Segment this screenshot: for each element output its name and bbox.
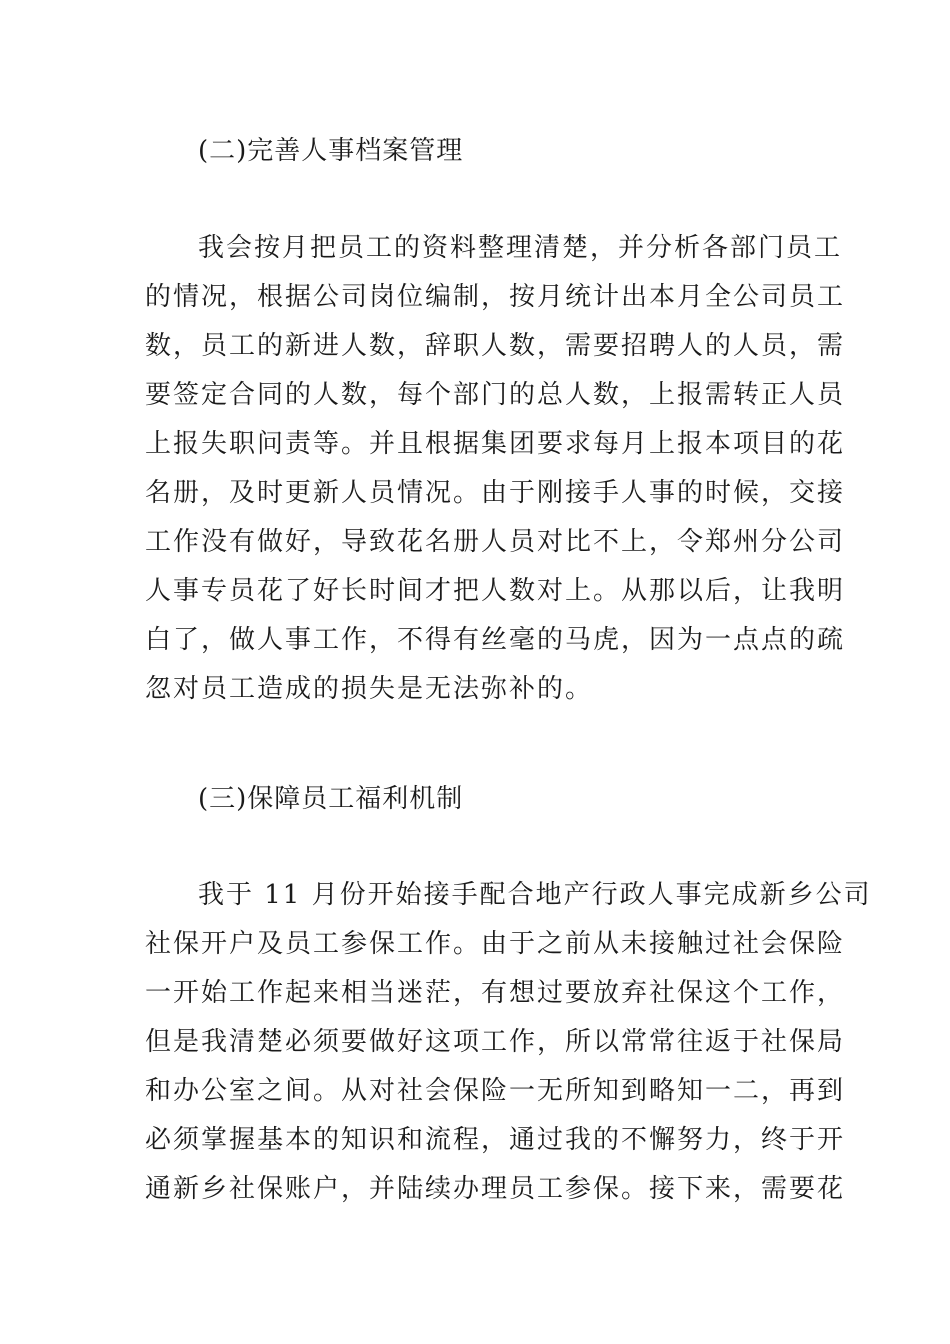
paragraph-line: 和办公室之间。从对社会保险一无所知到略知一二，再到: [145, 1076, 846, 1106]
paragraph-line: 但是我清楚必须要做好这项工作，所以常常往返于社保局: [145, 1027, 846, 1057]
paragraph-line: 社保开户及员工参保工作。由于之前从未接触过社会保险: [145, 929, 846, 959]
paragraph-line: 我于 11 月份开始接手配合地产行政人事完成新乡公司: [198, 880, 872, 910]
paragraph-line: 要签定合同的人数，每个部门的总人数，上报需转正人员: [145, 380, 846, 410]
section-heading: (二)完善人事档案管理: [198, 136, 464, 166]
paragraph-line: 名册，及时更新人员情况。由于刚接手人事的时候，交接: [145, 478, 846, 508]
paragraph: [145, 871, 872, 1214]
paragraph-line: 人事专员花了好长时间才把人数对上。从那以后，让我明: [145, 576, 846, 606]
paragraph-line: 忽对员工造成的损失是无法弥补的。: [145, 674, 594, 704]
paragraph-line: 白了，做人事工作，不得有丝毫的马虎，因为一点点的疏: [145, 625, 846, 655]
paragraph-line: 我会按月把员工的资料整理清楚，并分析各部门员工: [198, 233, 843, 263]
paragraph-line: 数，员工的新进人数，辞职人数，需要招聘人的人员，需: [145, 331, 846, 361]
paragraph-line: 必须掌握基本的知识和流程，通过我的不懈努力，终于开: [145, 1125, 846, 1155]
section-heading: (三)保障员工福利机制: [198, 784, 464, 814]
paragraph-line: 一开始工作起来相当迷茫，有想过要放弃社保这个工作，: [145, 978, 846, 1008]
paragraph: [145, 224, 846, 714]
paragraph-line: 通新乡社保账户，并陆续办理员工参保。接下来，需要花: [145, 1174, 846, 1204]
paragraph-line: 的情况，根据公司岗位编制，按月统计出本月全公司员工: [145, 282, 846, 312]
paragraph-line: 上报失职问责等。并且根据集团要求每月上报本项目的花: [145, 429, 846, 459]
paragraph-line: 工作没有做好，导致花名册人员对比不上，令郑州分公司: [145, 527, 846, 557]
